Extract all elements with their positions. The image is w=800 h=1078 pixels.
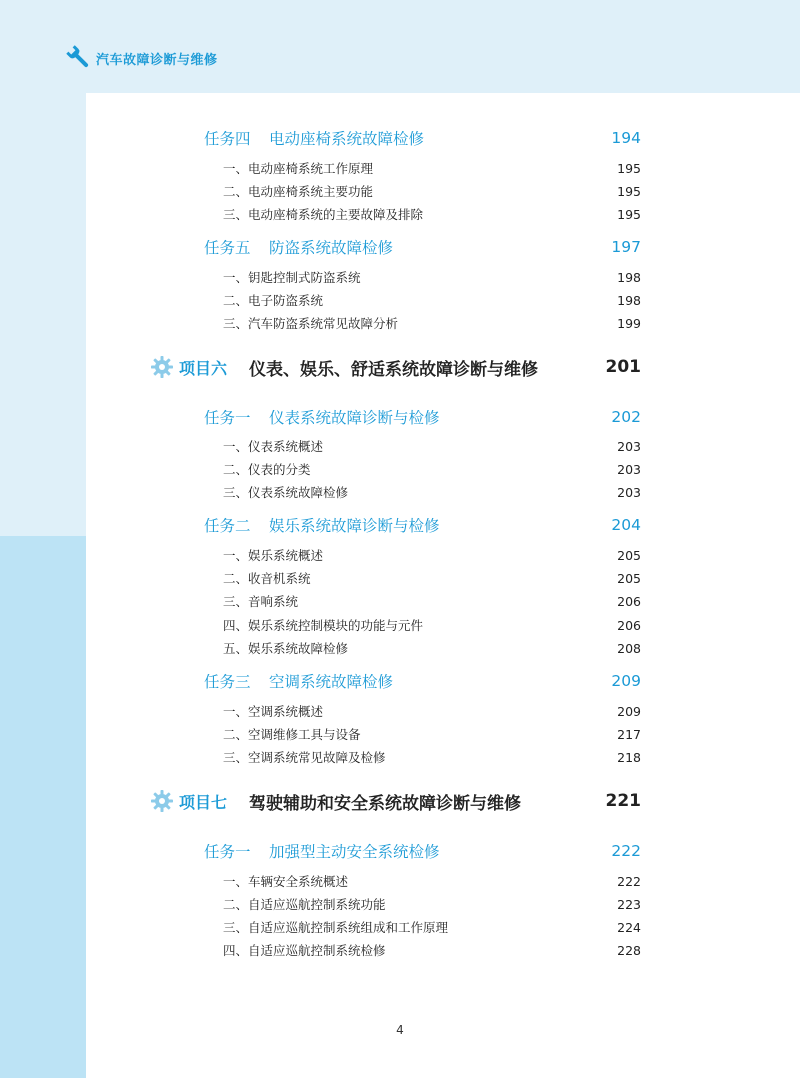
item-page: 199 (617, 315, 641, 331)
toc-item (223, 568, 641, 588)
project-page: 201 (605, 357, 641, 377)
running-header (66, 44, 218, 72)
item-title: 二、收音机系统 (223, 571, 311, 586)
task-page: 197 (611, 238, 641, 256)
toc-item (223, 894, 641, 914)
item-title: 二、自适应巡航控制系统功能 (223, 897, 386, 912)
task-page: 204 (611, 516, 641, 534)
toc-item (223, 181, 641, 201)
task-title: 娱乐系统故障诊断与检修 (269, 517, 440, 535)
toc-task-heading (204, 669, 641, 693)
task-number: 任务四 (204, 130, 251, 148)
toc-item (223, 482, 641, 502)
item-page: 198 (617, 292, 641, 308)
toc-item (223, 545, 641, 565)
item-title: 一、车辆安全系统概述 (223, 874, 349, 889)
toc-item (223, 917, 641, 937)
item-page: 203 (617, 461, 641, 477)
item-page: 195 (617, 160, 641, 176)
item-title: 一、电动座椅系统工作原理 (223, 161, 374, 176)
toc-task-heading (204, 235, 641, 259)
wrench-icon (66, 45, 92, 71)
item-page: 206 (617, 617, 641, 633)
task-page: 194 (611, 129, 641, 147)
item-title: 一、钥匙控制式防盗系统 (223, 270, 361, 285)
toc-project-heading (150, 785, 641, 817)
item-title: 五、娱乐系统故障检修 (223, 641, 349, 656)
task-title: 空调系统故障检修 (269, 673, 394, 691)
toc-item (223, 871, 641, 891)
toc-item (223, 701, 641, 721)
task-number: 任务二 (204, 517, 251, 535)
item-title: 三、音响系统 (223, 594, 299, 609)
item-page: 195 (617, 183, 641, 199)
task-page: 222 (611, 842, 641, 860)
gear-icon (150, 789, 174, 813)
toc-task-heading (204, 126, 641, 150)
item-page: 205 (617, 570, 641, 586)
toc-item (223, 591, 641, 611)
item-page: 218 (617, 749, 641, 765)
item-title: 三、空调系统常见故障及检修 (223, 750, 386, 765)
item-page: 203 (617, 484, 641, 500)
toc-task-heading (204, 513, 641, 537)
toc-item (223, 290, 641, 310)
project-title: 仪表、娱乐、舒适系统故障诊断与维修 (249, 359, 538, 380)
item-page: 209 (617, 703, 641, 719)
task-title: 电动座椅系统故障检修 (269, 130, 425, 148)
item-page: 222 (617, 873, 641, 889)
item-title: 四、娱乐系统控制模块的功能与元件 (223, 618, 424, 633)
task-title: 防盗系统故障检修 (269, 239, 394, 257)
toc-item (223, 615, 641, 635)
task-title: 加强型主动安全系统检修 (269, 843, 440, 861)
toc-item (223, 158, 641, 178)
project-number: 项目七 (179, 792, 228, 812)
toc-item (223, 313, 641, 333)
item-title: 一、空调系统概述 (223, 704, 324, 719)
item-page: 228 (617, 942, 641, 958)
item-title: 三、电动座椅系统的主要故障及排除 (223, 207, 424, 222)
item-title: 二、电子防盗系统 (223, 293, 324, 308)
side-band-dark (0, 536, 86, 1078)
page-number: 4 (396, 1023, 404, 1037)
task-number: 任务五 (204, 239, 251, 257)
item-title: 二、空调维修工具与设备 (223, 727, 361, 742)
item-title: 一、娱乐系统概述 (223, 548, 324, 563)
project-number: 项目六 (179, 358, 228, 378)
task-number: 任务一 (204, 843, 251, 861)
item-title: 二、仪表的分类 (223, 462, 311, 477)
item-page: 203 (617, 438, 641, 454)
toc-item (223, 267, 641, 287)
item-title: 三、汽车防盗系统常见故障分析 (223, 316, 399, 331)
item-page: 224 (617, 919, 641, 935)
toc-item (223, 638, 641, 658)
gear-icon (150, 355, 174, 379)
toc-item (223, 747, 641, 767)
toc-item (223, 204, 641, 224)
toc-project-heading (150, 351, 641, 383)
item-title: 四、自适应巡航控制系统检修 (223, 943, 386, 958)
project-title: 驾驶辅助和安全系统故障诊断与维修 (249, 793, 521, 814)
toc-item (223, 459, 641, 479)
book-title: 汽车故障诊断与维修 (96, 52, 218, 68)
side-band-light (0, 93, 86, 536)
item-page: 223 (617, 896, 641, 912)
toc-item (223, 940, 641, 960)
item-page: 195 (617, 206, 641, 222)
item-page: 208 (617, 640, 641, 656)
item-page: 205 (617, 547, 641, 563)
toc-item (223, 724, 641, 744)
toc-item (223, 436, 641, 456)
toc-task-heading (204, 405, 641, 429)
task-title: 仪表系统故障诊断与检修 (269, 409, 440, 427)
task-number: 任务三 (204, 673, 251, 691)
item-title: 一、仪表系统概述 (223, 439, 324, 454)
project-page: 221 (605, 791, 641, 811)
task-page: 202 (611, 408, 641, 426)
item-page: 198 (617, 269, 641, 285)
toc-task-heading (204, 839, 641, 863)
task-number: 任务一 (204, 409, 251, 427)
item-title: 三、自适应巡航控制系统组成和工作原理 (223, 920, 449, 935)
item-title: 二、电动座椅系统主要功能 (223, 184, 374, 199)
task-page: 209 (611, 672, 641, 690)
item-page: 206 (617, 593, 641, 609)
item-page: 217 (617, 726, 641, 742)
item-title: 三、仪表系统故障检修 (223, 485, 349, 500)
